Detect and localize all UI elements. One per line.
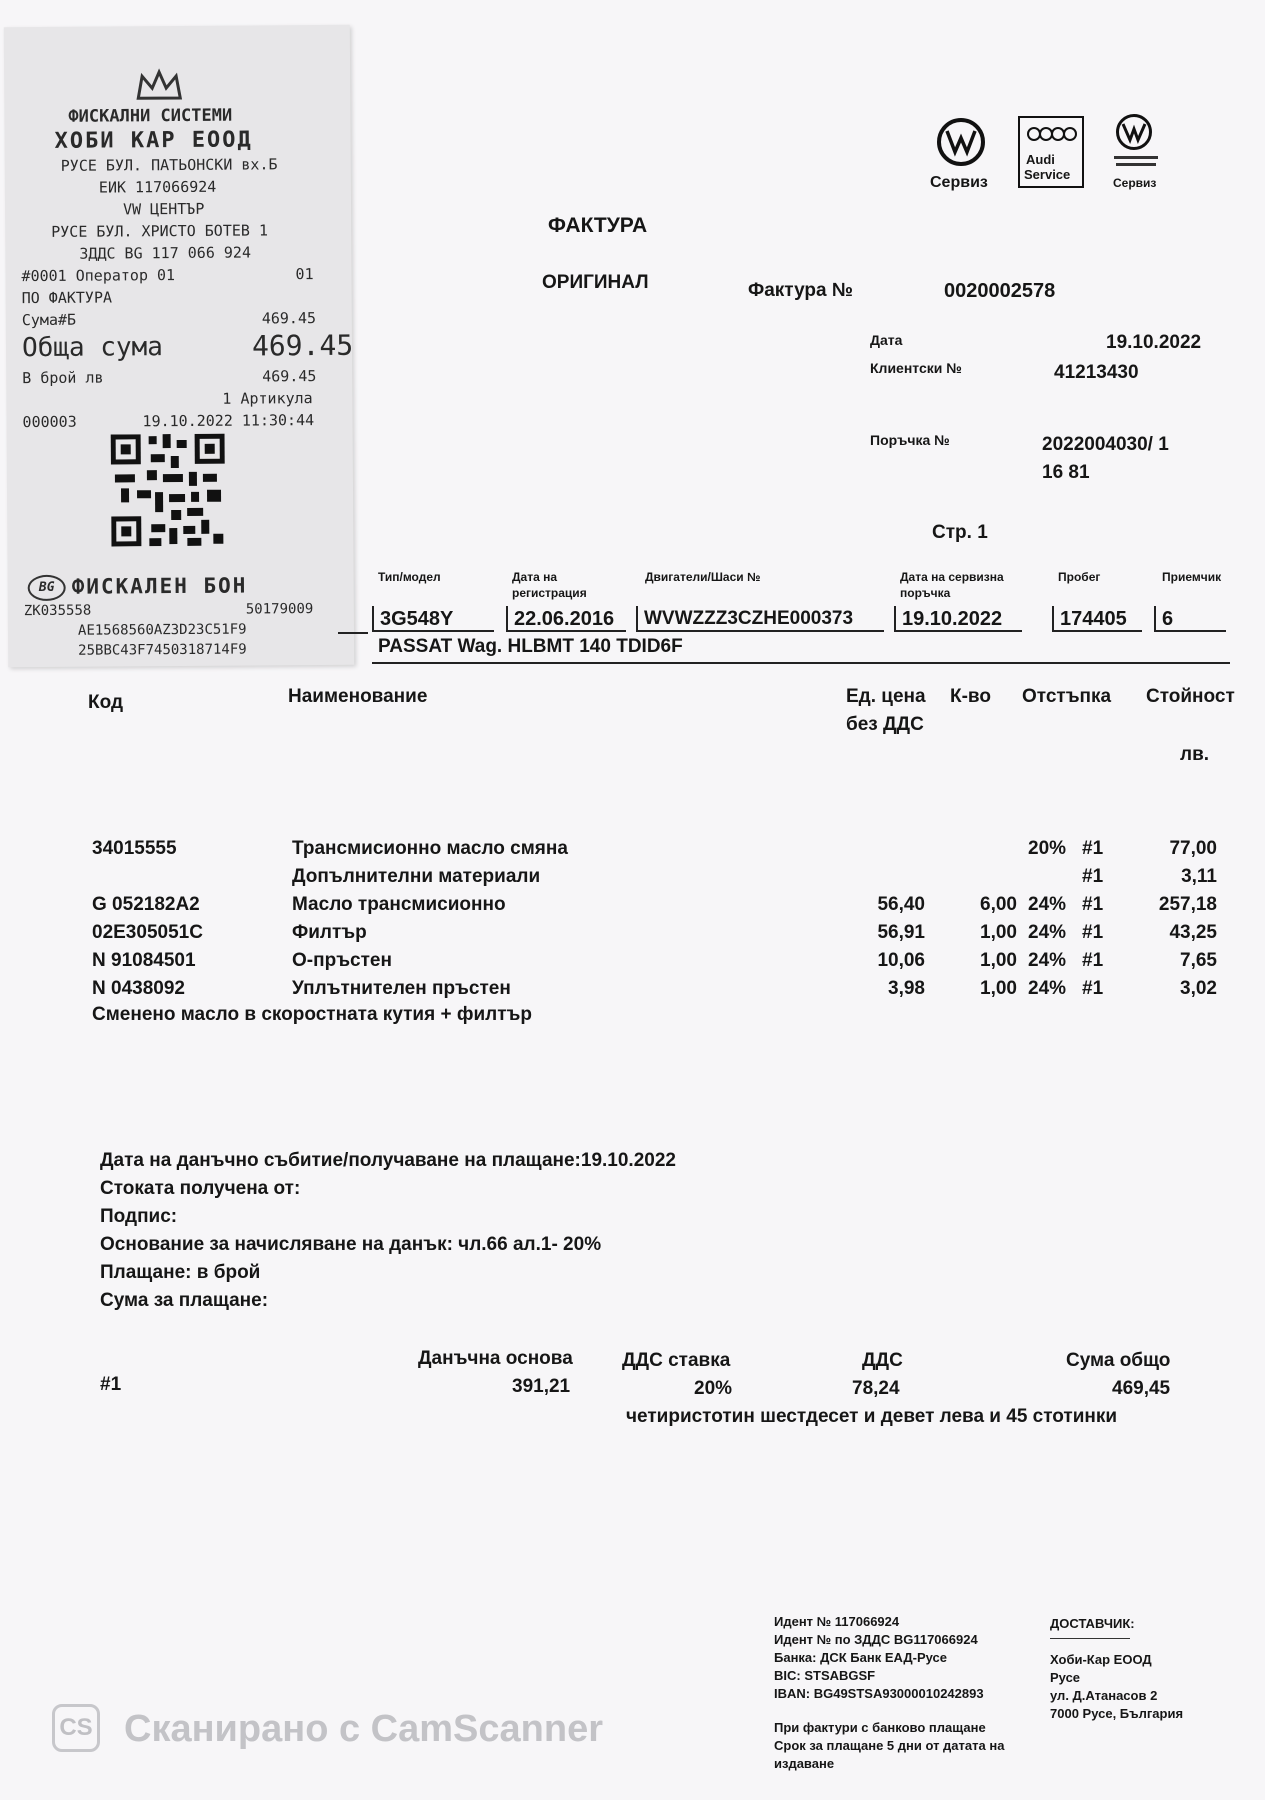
vw-commercial-text-lines bbox=[1114, 156, 1158, 159]
invoice-title: ФАКТУРА bbox=[548, 214, 648, 237]
item-value: 43,25 bbox=[1169, 922, 1217, 943]
camscanner-logo-icon: CS bbox=[52, 1704, 100, 1752]
service-date: 19.10.2022 bbox=[894, 606, 1022, 632]
vw-service-label: Сервиз bbox=[930, 174, 988, 191]
order-number-label: Поръчка № bbox=[870, 432, 950, 448]
receipt-header: ФИСКАЛНИ СИСТЕМИ bbox=[68, 105, 233, 127]
item-name: Допълнителни материали bbox=[292, 866, 541, 887]
order-number: 2022004030/ 1 bbox=[1042, 434, 1169, 455]
item-tax-group: #1 bbox=[1082, 922, 1104, 943]
total-header: Сума общо bbox=[1066, 1350, 1171, 1371]
item-discount: 24% bbox=[1028, 922, 1067, 943]
item-tax-group: #1 bbox=[1082, 866, 1104, 887]
receipt-operator-no: 01 bbox=[295, 265, 314, 284]
item-qty: 1,00 bbox=[980, 950, 1017, 971]
currency-label: лв. bbox=[1180, 744, 1210, 765]
receiver: 6 bbox=[1154, 606, 1226, 632]
receipt-fiscal-no: 50179009 bbox=[245, 601, 314, 618]
col-discount-header: Отстъпка bbox=[1022, 686, 1112, 707]
crown-logo-icon bbox=[134, 68, 184, 102]
supplier-divider bbox=[1050, 1638, 1130, 1639]
item-name: Уплътнителен пръстен bbox=[292, 978, 511, 999]
receipt-device-no: ZK035558 bbox=[23, 602, 92, 620]
bank-name: Банка: ДСК Банк ЕАД-Русе bbox=[774, 1650, 948, 1665]
item-name: О-пръстен bbox=[292, 950, 392, 971]
table-row bbox=[0, 978, 1265, 1006]
item-name: Масло трансмисионно bbox=[292, 894, 506, 915]
date-label: Дата bbox=[870, 332, 903, 348]
item-name: Филтър bbox=[292, 922, 367, 943]
order-number-extra: 16 81 bbox=[1042, 462, 1090, 483]
supplier-street: ул. Д.Атанасов 2 bbox=[1050, 1688, 1158, 1703]
tax-base-header: Данъчна основа bbox=[418, 1348, 573, 1369]
col-code-header: Код bbox=[88, 692, 124, 713]
vehicle-type: 3G548Y bbox=[372, 606, 494, 632]
item-value: 7,65 bbox=[1180, 950, 1217, 971]
item-value: 3,11 bbox=[1181, 866, 1217, 887]
item-code: G 052182A2 bbox=[92, 894, 200, 915]
receipt-sum-label: Сума#Б bbox=[21, 310, 77, 330]
invoice-date: 19.10.2022 bbox=[1106, 332, 1202, 353]
invoice-number: 0020002578 bbox=[944, 280, 1056, 302]
vehicle-type-header: Тип/модел bbox=[378, 570, 441, 584]
vehicle-model: PASSAT Wag. HLBMT 140 TDID6F bbox=[378, 636, 683, 657]
item-code: 02E305051C bbox=[92, 922, 203, 943]
vin-header: Двигатели/Шаси № bbox=[645, 570, 761, 584]
client-number-label: Клиентски № bbox=[870, 360, 962, 376]
item-tax-group: #1 bbox=[1082, 950, 1104, 971]
receipt-hash1: AE1568560AZ3D23C51F9 bbox=[77, 621, 247, 639]
qr-code-icon bbox=[111, 434, 226, 547]
bank-note-1: При фактури с банково плащане bbox=[774, 1720, 986, 1735]
item-tax-group: #1 bbox=[1082, 838, 1104, 859]
receipt-invoice-ref: ПО ФАКТУРА bbox=[21, 288, 113, 308]
receiver-header: Приемчик bbox=[1162, 570, 1222, 584]
vw-commercial-logo-icon bbox=[1116, 114, 1152, 150]
total-in-words: четиристотин шестдесет и девет лева и 45 стотинки bbox=[626, 1406, 1118, 1427]
item-qty: 1,00 bbox=[980, 922, 1017, 943]
supplier-label: ДОСТАВЧИК: bbox=[1050, 1616, 1135, 1631]
bank-bic: BIC: STSABGSF bbox=[774, 1668, 876, 1683]
fiscal-receipt bbox=[4, 25, 354, 667]
tax-event-line: Дата на данъчно събитие/получаване на плащане:19.10.2022 bbox=[100, 1150, 676, 1171]
bank-note-3: издаване bbox=[774, 1756, 835, 1771]
item-price: 10,06 bbox=[877, 950, 925, 971]
item-tax-group: #1 bbox=[1082, 894, 1104, 915]
item-discount: 24% bbox=[1028, 950, 1067, 971]
item-value: 77,00 bbox=[1169, 838, 1217, 859]
vw-commercial-text-lines-2 bbox=[1116, 163, 1156, 166]
audi-service-label: Service bbox=[1024, 167, 1071, 182]
item-discount: 20% bbox=[1028, 838, 1067, 859]
receipt-articles: 1 Артикула bbox=[222, 389, 313, 408]
receipt-shop: VW ЦЕНТЪР bbox=[122, 199, 205, 219]
supplier-name: Хоби-Кар ЕООД bbox=[1050, 1652, 1152, 1667]
col-price-header-1: Ед. цена bbox=[846, 686, 926, 707]
tax-basis-line: Основание за начисляване на данък: чл.66 ал.1- 20% bbox=[100, 1234, 602, 1255]
supplier-postal: 7000 Русе, България bbox=[1050, 1706, 1184, 1721]
bank-iban: IBAN: BG49STSA93000010242893 bbox=[774, 1686, 984, 1701]
item-price: 56,40 bbox=[877, 894, 925, 915]
company-vat-ident: Идент № по ЗДДС BG117066924 bbox=[774, 1632, 978, 1647]
audi-label: Audi bbox=[1026, 152, 1055, 167]
registration-date: 22.06.2016 bbox=[506, 606, 626, 632]
item-code: N 91084501 bbox=[92, 950, 196, 971]
tax-base-value: 391,21 bbox=[512, 1376, 571, 1397]
grand-total-value: 469,45 bbox=[1112, 1378, 1171, 1399]
received-by-line: Стоката получена от: bbox=[100, 1178, 301, 1199]
vat-rate-header: ДДС ставка bbox=[622, 1350, 731, 1371]
receipt-datetime: 19.10.2022 11:30:44 bbox=[142, 411, 315, 431]
vat-header: ДДС bbox=[862, 1350, 903, 1371]
reg-date-header-2: регистрация bbox=[512, 586, 587, 600]
item-code: N 0438092 bbox=[92, 978, 185, 999]
vw-commercial-service-label: Сервиз bbox=[1113, 176, 1157, 190]
item-value: 257,18 bbox=[1158, 894, 1217, 915]
signature-line: Подпис: bbox=[100, 1206, 178, 1227]
page-number: Стр. 1 bbox=[932, 522, 988, 543]
item-tax-group: #1 bbox=[1082, 978, 1104, 999]
reg-date-header-1: Дата на bbox=[512, 570, 558, 584]
receipt-cash-label: В брой лв bbox=[22, 368, 104, 388]
col-value-header: Стойност bbox=[1146, 686, 1235, 707]
invoice-number-label: Фактура № bbox=[748, 280, 854, 301]
item-name: Трансмисионно масло смяна bbox=[292, 838, 568, 859]
work-note: Сменено масло в скоростната кутия + филтър bbox=[92, 1004, 532, 1025]
receipt-address1: РУСЕ БУЛ. ПАТЬОНСКИ вх.Б bbox=[60, 155, 278, 175]
audi-service-logo bbox=[1018, 116, 1084, 188]
vw-logo-icon bbox=[937, 118, 985, 166]
receipt-eik: ЕИК 117066924 bbox=[98, 177, 217, 197]
mileage: 174405 bbox=[1052, 606, 1142, 632]
table-row bbox=[0, 950, 1265, 978]
payment-method-line: Плащане: в брой bbox=[100, 1262, 261, 1283]
service-date-header-2: поръчка bbox=[900, 586, 951, 600]
vat-value: 78,24 bbox=[852, 1378, 900, 1399]
table-row bbox=[0, 838, 1265, 866]
vin-number: WVWZZZ3CZHE000373 bbox=[636, 606, 884, 632]
receipt-total-label: Обща сума bbox=[21, 332, 164, 364]
item-qty: 6,00 bbox=[980, 894, 1017, 915]
receipt-vat: ЗДДС BG 117 066 924 bbox=[79, 243, 252, 263]
item-discount: 24% bbox=[1028, 978, 1067, 999]
totals-tax-group: #1 bbox=[100, 1374, 122, 1395]
vehicle-underline bbox=[372, 662, 1230, 664]
item-qty: 1,00 bbox=[980, 978, 1017, 999]
item-code: 34015555 bbox=[92, 838, 177, 859]
fiscal-bg-badge: BG bbox=[28, 575, 66, 601]
receipt-cash-value: 469.45 bbox=[262, 367, 317, 386]
item-price: 3,98 bbox=[888, 978, 925, 999]
company-ident: Идент № 117066924 bbox=[774, 1614, 900, 1629]
receipt-company: ХОБИ КАР ЕООД bbox=[54, 127, 253, 154]
col-name-header: Наименование bbox=[288, 686, 428, 707]
amount-due-line: Сума за плащане: bbox=[100, 1290, 269, 1311]
col-price-header-2: без ДДС bbox=[846, 714, 924, 735]
vehicle-line-lead bbox=[338, 632, 368, 634]
client-number: 41213430 bbox=[1054, 362, 1139, 383]
receipt-number: 000003 bbox=[22, 412, 77, 432]
receipt-fiscal-label: ФИСКАЛЕН БОН bbox=[71, 573, 248, 599]
audi-rings-icon bbox=[1026, 126, 1078, 142]
receipt-address2: РУСЕ БУЛ. ХРИСТО БОТЕВ 1 bbox=[51, 221, 269, 241]
table-row bbox=[0, 866, 1265, 894]
receipt-sum-value: 469.45 bbox=[261, 309, 317, 328]
receipt-operator: #0001 Оператор 01 bbox=[21, 266, 176, 286]
bank-note-2: Срок за плащане 5 дни от датата на bbox=[774, 1738, 1005, 1753]
mileage-header: Пробег bbox=[1058, 570, 1101, 584]
col-qty-header: К-во bbox=[950, 686, 991, 707]
vat-rate-value: 20% bbox=[694, 1378, 733, 1399]
supplier-city: Русе bbox=[1050, 1670, 1081, 1685]
receipt-hash2: 25BBC43F7450318714F9 bbox=[78, 641, 247, 659]
table-row bbox=[0, 922, 1265, 950]
item-price: 56,91 bbox=[877, 922, 925, 943]
camscanner-watermark: Сканирано с CamScanner bbox=[124, 1708, 603, 1750]
service-date-header-1: Дата на сервизна bbox=[900, 570, 1004, 584]
item-discount: 24% bbox=[1028, 894, 1067, 915]
invoice-copy-label: ОРИГИНАЛ bbox=[542, 272, 649, 293]
item-value: 3,02 bbox=[1180, 978, 1217, 999]
receipt-total-value: 469.45 bbox=[251, 328, 354, 363]
table-row bbox=[0, 894, 1265, 922]
